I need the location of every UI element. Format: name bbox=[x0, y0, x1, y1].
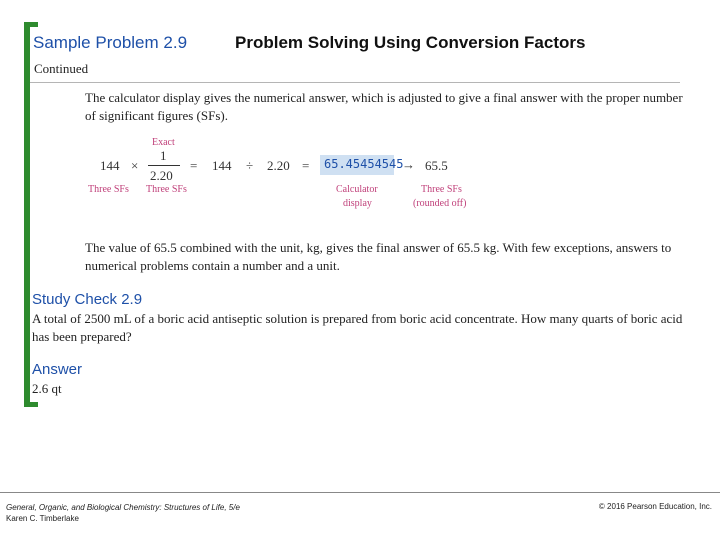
label-rounded-off: (rounded off) bbox=[413, 198, 467, 209]
eq-144: 144 bbox=[100, 158, 120, 173]
eq-144b: 144 bbox=[212, 158, 232, 173]
green-bracket bbox=[24, 22, 30, 407]
eq-denominator: 2.20 bbox=[150, 168, 173, 183]
green-bracket-top bbox=[24, 22, 38, 27]
eq-numerator: 1 bbox=[160, 148, 167, 163]
footer-divider bbox=[0, 492, 720, 493]
study-check-text: A total of 2500 mL of a boric acid antiseptic solution is prepared from boric acid concentrate. How many quarts of boric acid has been prepared? bbox=[32, 311, 683, 344]
arrow-icon: → bbox=[402, 157, 415, 172]
label-calculator: Calculator bbox=[336, 184, 378, 195]
footer-author: Karen C. Timberlake bbox=[6, 514, 79, 523]
answer-heading: Answer bbox=[32, 361, 83, 378]
eq-exact-label: Exact bbox=[152, 137, 175, 148]
slide-title: Problem Solving Using Conversion Factors bbox=[235, 33, 586, 52]
label-three-sfs-2: Three SFs bbox=[146, 184, 187, 195]
footer-citation bbox=[6, 502, 240, 524]
paragraph-calculator: The calculator display gives the numerical answer, which is adjusted to give a final answer with the proper number of significant figures (SFs). bbox=[85, 90, 683, 123]
label-three-sfs-1: Three SFs bbox=[88, 184, 129, 195]
label-display: display bbox=[343, 198, 372, 209]
answer-text: 2.6 qt bbox=[32, 381, 62, 396]
header-divider bbox=[30, 82, 680, 83]
paragraph-final-answer: The value of 65.5 combined with the unit, kg, gives the final answer of 65.5 kg. With few exceptions, answers to numerical problems contain a number and a unit. bbox=[85, 240, 672, 273]
footer-copyright: © 2016 Pearson Education, Inc. bbox=[598, 502, 712, 511]
sample-problem-label: Sample Problem 2.9 bbox=[33, 33, 188, 52]
calculator-display-value: 65.45454545 bbox=[324, 157, 404, 171]
eq-result: 65.5 bbox=[425, 158, 448, 173]
eq-220: 2.20 bbox=[267, 158, 290, 173]
footer-book-title: General, Organic, and Biological Chemistry: Structures of Life, 5/e bbox=[6, 503, 240, 512]
eq-equals-1: = bbox=[190, 158, 198, 173]
continued-label: Continued bbox=[34, 61, 89, 76]
fraction-bar bbox=[148, 165, 180, 166]
study-check-heading: Study Check 2.9 bbox=[32, 291, 143, 308]
eq-equals-2: = bbox=[302, 158, 310, 173]
eq-times: × bbox=[131, 158, 139, 173]
label-three-sfs-3: Three SFs bbox=[421, 184, 462, 195]
green-bracket-bottom bbox=[24, 402, 38, 407]
eq-divide: ÷ bbox=[246, 158, 254, 173]
